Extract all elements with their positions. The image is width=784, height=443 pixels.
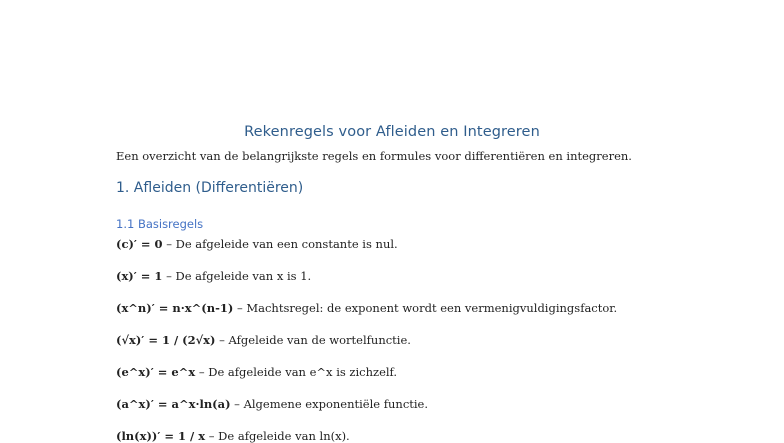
rule-exp [116, 365, 397, 379]
rule-description: – De afgeleide van een constante is nul. [162, 237, 398, 251]
section-heading: 1. Afleiden (Differentiëren) [116, 180, 304, 196]
rule-formula: (c)′ = 0 [116, 237, 163, 251]
rule-formula: (e^x)′ = e^x [116, 365, 196, 379]
rule-description: – Machtsregel: de exponent wordt een vermenigvuldigingsfactor. [233, 301, 618, 315]
document-title: Rekenregels voor Afleiden en Integreren [244, 124, 540, 140]
rule-formula: (√x)′ = 1 / (2√x) [116, 333, 216, 347]
document-subtitle: Een overzicht van de belangrijkste regels en formules voor differentiëren en integreren. [116, 149, 632, 163]
rule-sqrt [116, 333, 411, 347]
rule-description: – Afgeleide van de wortelfunctie. [215, 333, 411, 347]
rule-power [116, 301, 617, 315]
rule-general-exp [116, 397, 428, 411]
rule-constant [116, 237, 398, 251]
rule-description: – De afgeleide van ln(x). [205, 429, 350, 443]
rule-description: – De afgeleide van x is 1. [162, 269, 312, 283]
subsection-heading: 1.1 Basisregels [116, 217, 204, 231]
rule-description: – De afgeleide van e^x is zichzelf. [195, 365, 398, 379]
rule-formula: (ln(x))′ = 1 / x [116, 429, 206, 443]
rule-description: – Algemene exponentiële functie. [230, 397, 429, 411]
rule-formula: (x^n)′ = n·x^(n-1) [116, 301, 234, 315]
rule-identity [116, 269, 311, 283]
rule-formula: (x)′ = 1 [116, 269, 163, 283]
rule-formula: (a^x)′ = a^x·ln(a) [116, 397, 231, 411]
